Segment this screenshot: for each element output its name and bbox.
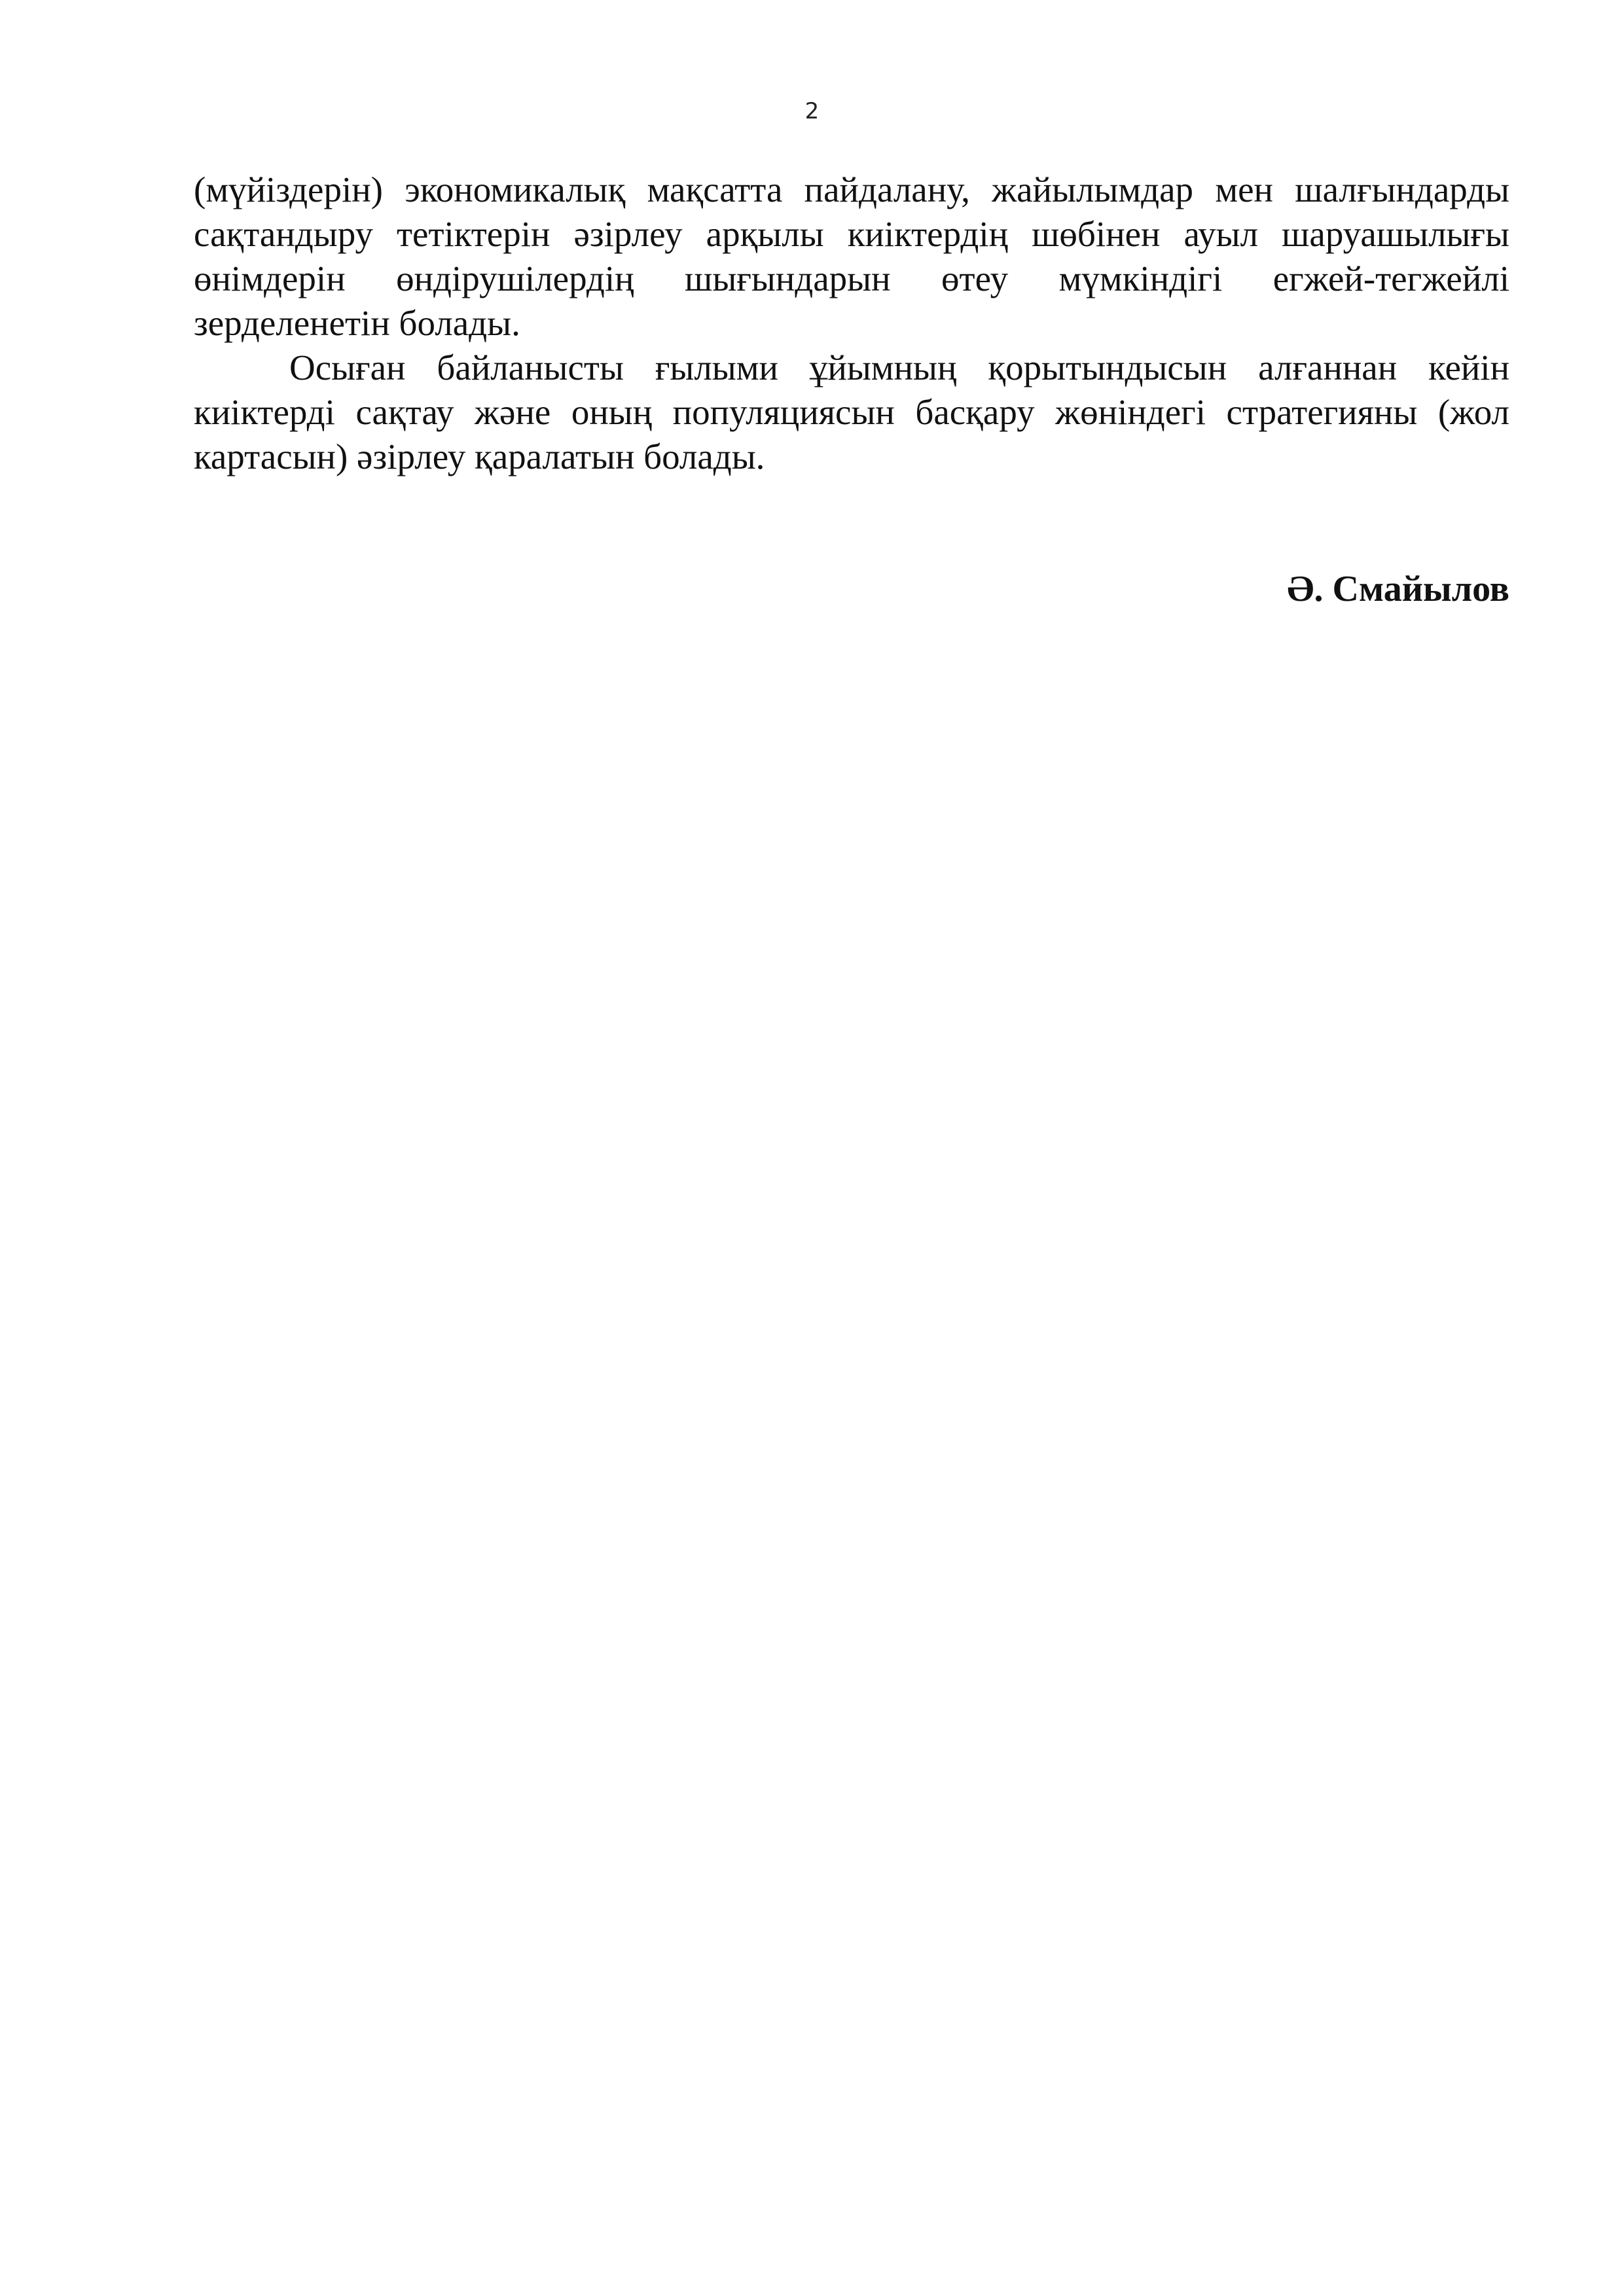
paragraph-2 [194,346,1509,479]
paragraph-line: зерделенетін болады. [194,303,520,343]
paragraph-line: Осыған байланысты ғылыми ұйымның қорытындысын алғаннан кейін [289,348,1509,387]
document-body [194,168,1509,479]
paragraph-line: сақтандыру тетіктерін әзірлеу арқылы киіктердің шөбінен ауыл шаруашылығы [194,214,1509,254]
paragraph-line: өнімдерін өндірушілердің шығындарын өтеу мүмкіндігі егжей-тегжейлі [194,259,1509,298]
paragraph-line: картасын) әзірлеу қаралатын болады. [194,437,765,476]
paragraph-line: (мүйіздерін) экономикалық мақсатта пайдалану, жайылымдар мен шалғындарды [194,170,1509,209]
page-number: 2 [804,98,820,124]
paragraph-line: киіктерді сақтау және оның популяциясын басқару жөніндегі стратегияны (жол [194,392,1509,432]
paragraph-1 [194,168,1509,346]
signatory-name: Ә. Смайылов [1287,569,1509,609]
